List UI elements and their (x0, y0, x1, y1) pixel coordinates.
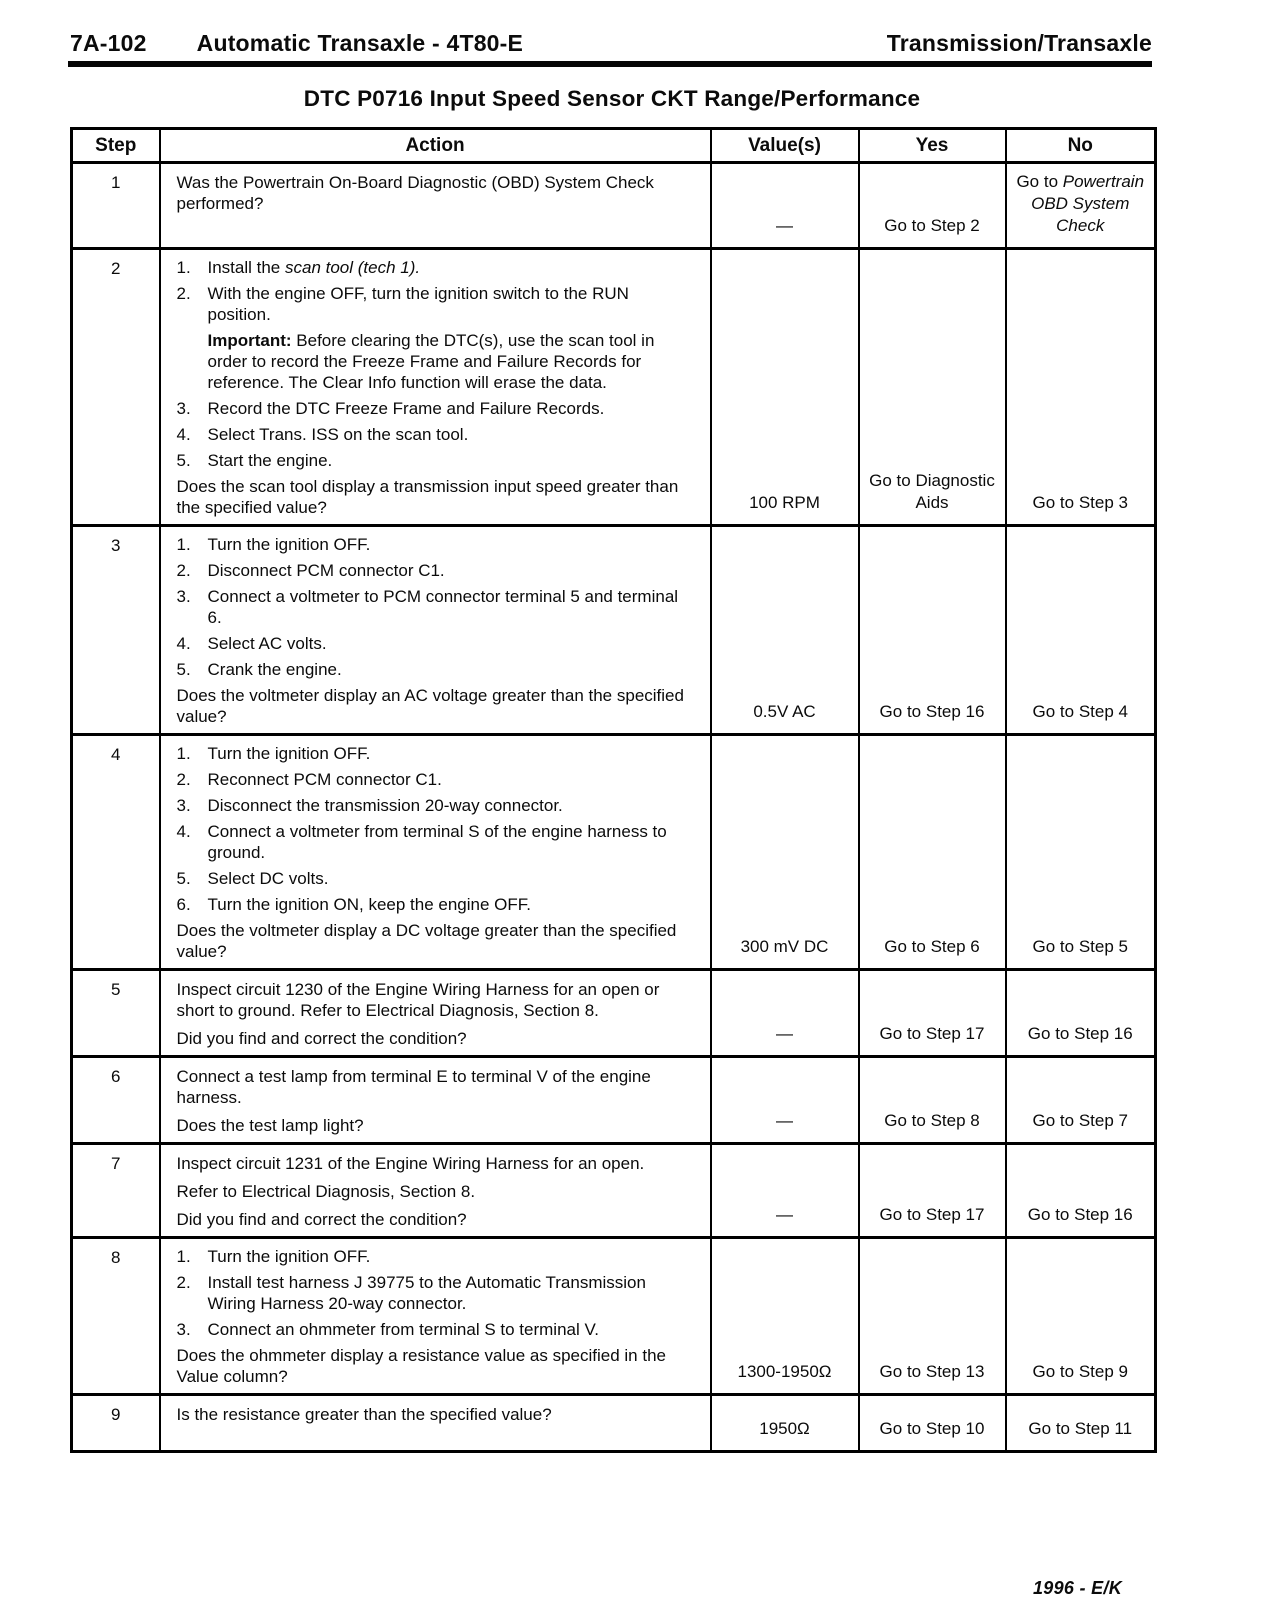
action-list-item (177, 450, 696, 471)
item-number: 3. (176, 1320, 191, 1339)
step-cell: 8 (72, 1238, 160, 1395)
table-row (72, 1057, 1156, 1144)
action-list-item (177, 633, 696, 654)
item-text: Install the scan tool (tech 1). (207, 258, 421, 277)
yes-cell: Go to Diagnostic Aids (859, 249, 1006, 526)
action-paragraph: Does the ohmmeter display a resistance value as specified in the Value column? (176, 1346, 666, 1386)
action-paragraph: Connect a test lamp from terminal E to terminal V of the engine harness. (176, 1067, 651, 1107)
item-number: 3. (176, 587, 191, 606)
action-cell (160, 1057, 711, 1144)
item-text: Install test harness J 39775 to the Automatic Transmission Wiring Harness 20-way connector. (207, 1273, 646, 1313)
table-row (72, 970, 1156, 1057)
important-note: Important: Before clearing the DTC(s), use the scan tool in order to record the Freeze Frame and Failure Records for reference. The Clear Info function will erase the data. (207, 331, 655, 392)
table-row (72, 249, 1156, 526)
action-paragraph: Was the Powertrain On-Board Diagnostic (OBD) System Check performed? (176, 173, 654, 213)
action-list-item (177, 398, 696, 419)
item-text: Turn the ignition OFF. (207, 744, 371, 763)
action-list-item (177, 769, 696, 790)
no-cell: Go to Step 11 (1006, 1395, 1156, 1452)
table-row (72, 526, 1156, 735)
action-list-item (177, 868, 696, 889)
item-text: Start the engine. (207, 451, 333, 470)
no-cell: Go to Step 5 (1006, 735, 1156, 970)
action-cell (160, 249, 711, 526)
item-number: 2. (176, 770, 191, 789)
action-list-item (177, 1246, 696, 1267)
yes-cell: Go to Step 16 (859, 526, 1006, 735)
action-cell (160, 163, 711, 249)
step-cell: 4 (72, 735, 160, 970)
item-text: Connect a voltmeter to PCM connector terminal 5 and terminal 6. (207, 587, 679, 627)
value-cell: 100 RPM (711, 249, 859, 526)
action-list-item (177, 1272, 696, 1314)
action-paragraph: Does the test lamp light? (176, 1116, 364, 1135)
yes-cell: Go to Step 13 (859, 1238, 1006, 1395)
item-number: 3. (176, 399, 191, 418)
value-cell: — (711, 970, 859, 1057)
step-cell: 7 (72, 1144, 160, 1238)
diagnostic-table (70, 127, 1157, 1453)
item-text: Disconnect PCM connector C1. (207, 561, 445, 580)
action-paragraph: Is the resistance greater than the specified value? (176, 1405, 552, 1424)
action-paragraph: Does the voltmeter display an AC voltage greater than the specified value? (176, 686, 684, 726)
item-text: Select DC volts. (207, 869, 329, 888)
no-cell: Go to Step 16 (1006, 1144, 1156, 1238)
no-cell: Go to Step 16 (1006, 970, 1156, 1057)
col-header-values: Value(s) (711, 129, 859, 163)
action-paragraph: Inspect circuit 1231 of the Engine Wiring Harness for an open. (176, 1154, 645, 1173)
item-number: 1. (176, 535, 191, 554)
no-cell: Go to Step 7 (1006, 1057, 1156, 1144)
item-number: 1. (176, 1247, 191, 1266)
action-list-item (177, 257, 696, 278)
item-number: 4. (176, 822, 191, 841)
action-list-item (177, 586, 696, 628)
yes-cell: Go to Step 17 (859, 970, 1006, 1057)
item-number: 2. (176, 1273, 191, 1292)
item-number: 6. (176, 895, 191, 914)
item-number: 2. (176, 284, 191, 303)
value-cell: — (711, 1057, 859, 1144)
page-header (70, 30, 1152, 57)
action-cell (160, 1395, 711, 1452)
item-number: 4. (176, 425, 191, 444)
action-list-item (177, 894, 696, 915)
action-cell (160, 735, 711, 970)
header-rule (68, 61, 1152, 67)
no-cell: Go to Step 3 (1006, 249, 1156, 526)
value-cell: 1950Ω (711, 1395, 859, 1452)
item-number: 3. (176, 796, 191, 815)
table-header-row (72, 129, 1156, 163)
no-cell: Go to Step 4 (1006, 526, 1156, 735)
action-list-item (177, 283, 696, 325)
col-header-yes: Yes (859, 129, 1006, 163)
value-cell: 0.5V AC (711, 526, 859, 735)
step-cell: 1 (72, 163, 160, 249)
action-paragraph: Did you find and correct the condition? (176, 1210, 467, 1229)
section-title: Automatic Transaxle - 4T80-E (196, 30, 524, 56)
item-text: Reconnect PCM connector C1. (207, 770, 442, 789)
table-body (72, 163, 1156, 1452)
yes-cell: Go to Step 17 (859, 1144, 1006, 1238)
item-number: 5. (176, 451, 191, 470)
step-cell: 6 (72, 1057, 160, 1144)
action-cell (160, 526, 711, 735)
action-paragraph: Does the scan tool display a transmission input speed greater than the specified value? (176, 477, 679, 517)
page-number: 7A-102 (70, 30, 147, 56)
item-number: 5. (176, 869, 191, 888)
no-cell: Go to Powertrain OBD System Check (1006, 163, 1156, 249)
item-text: Select AC volts. (207, 634, 327, 653)
action-list-item (177, 659, 696, 680)
action-list-item (177, 534, 696, 555)
item-text: Record the DTC Freeze Frame and Failure Records. (207, 399, 605, 418)
col-header-step: Step (72, 129, 160, 163)
step-cell: 5 (72, 970, 160, 1057)
item-text: Turn the ignition OFF. (207, 1247, 371, 1266)
item-text: Turn the ignition ON, keep the engine OFF. (207, 895, 531, 914)
no-cell: Go to Step 9 (1006, 1238, 1156, 1395)
item-text: Crank the engine. (207, 660, 342, 679)
step-cell: 3 (72, 526, 160, 735)
item-text: Select Trans. ISS on the scan tool. (207, 425, 469, 444)
action-cell (160, 1238, 711, 1395)
item-text: Connect a voltmeter from terminal S of the engine harness to ground. (207, 822, 667, 862)
action-paragraph: Refer to Electrical Diagnosis, Section 8. (176, 1182, 476, 1201)
action-paragraph: Did you find and correct the condition? (176, 1029, 467, 1048)
table-row (72, 1238, 1156, 1395)
action-list-item (177, 821, 696, 863)
table-row (72, 163, 1156, 249)
action-paragraph: Inspect circuit 1230 of the Engine Wiring Harness for an open or short to ground. Refer to Electrical Diagnosis, Section 8. (176, 980, 660, 1020)
table-row (72, 1144, 1156, 1238)
value-cell: 300 mV DC (711, 735, 859, 970)
action-list-item (177, 560, 696, 581)
table-row (72, 1395, 1156, 1452)
col-header-action: Action (160, 129, 711, 163)
value-cell: — (711, 163, 859, 249)
item-number: 1. (176, 258, 191, 277)
item-number: 2. (176, 561, 191, 580)
action-list-item (177, 795, 696, 816)
item-number: 4. (176, 634, 191, 653)
chapter-title: Transmission/Transaxle (886, 30, 1152, 56)
item-text: With the engine OFF, turn the ignition switch to the RUN position. (207, 284, 629, 324)
value-cell: — (711, 1144, 859, 1238)
item-number: 5. (176, 660, 191, 679)
table-title: DTC P0716 Input Speed Sensor CKT Range/Performance (303, 86, 921, 111)
item-text: Disconnect the transmission 20-way connector. (207, 796, 563, 815)
step-cell: 2 (72, 249, 160, 526)
yes-cell: Go to Step 10 (859, 1395, 1006, 1452)
action-paragraph: Does the voltmeter display a DC voltage greater than the specified value? (176, 921, 677, 961)
yes-cell: Go to Step 8 (859, 1057, 1006, 1144)
table-row (72, 735, 1156, 970)
step-cell: 9 (72, 1395, 160, 1452)
action-list-item (177, 1319, 696, 1340)
yes-cell: Go to Step 2 (859, 163, 1006, 249)
yes-cell: Go to Step 6 (859, 735, 1006, 970)
footer-code: 1996 - E/K (1032, 1578, 1122, 1598)
item-number: 1. (176, 744, 191, 763)
col-header-no: No (1006, 129, 1156, 163)
action-list-item (177, 424, 696, 445)
action-cell (160, 1144, 711, 1238)
action-cell (160, 970, 711, 1057)
item-text: Connect an ohmmeter from terminal S to terminal V. (207, 1320, 599, 1339)
value-cell: 1300-1950Ω (711, 1238, 859, 1395)
item-text: Turn the ignition OFF. (207, 535, 371, 554)
action-list-item (177, 743, 696, 764)
